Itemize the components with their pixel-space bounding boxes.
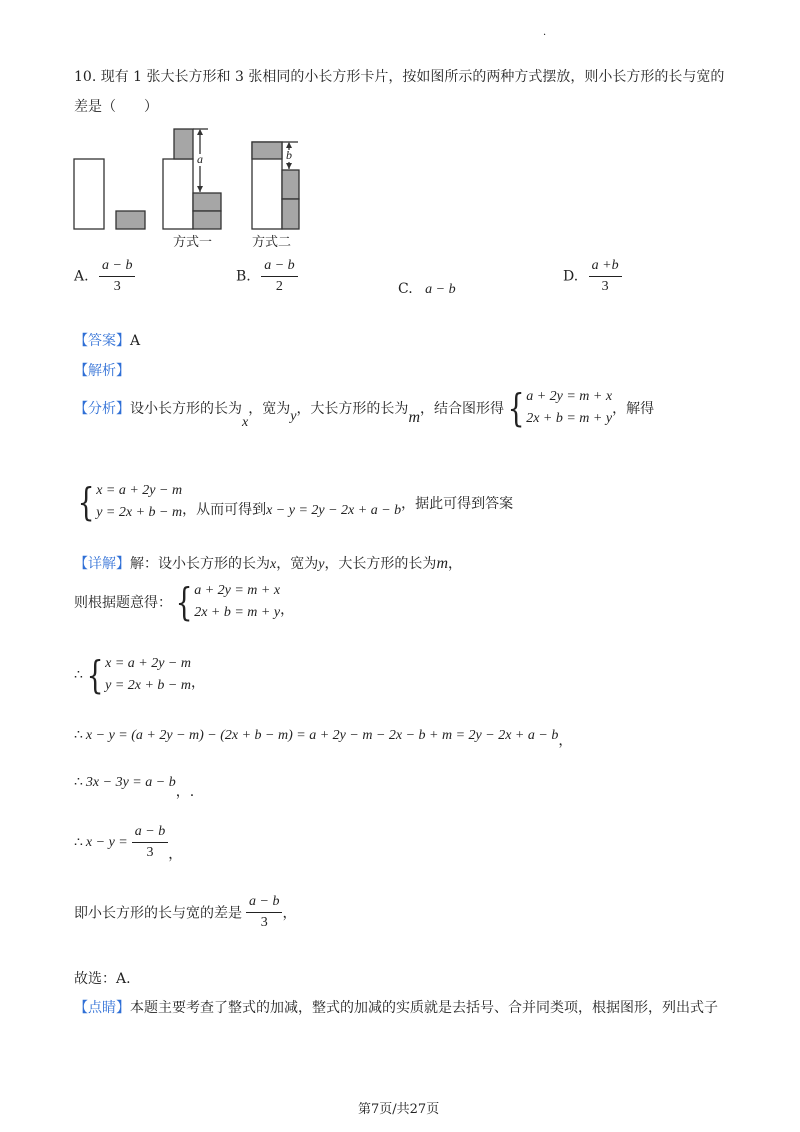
- method1-top-card: [174, 129, 193, 159]
- option-d[interactable]: [563, 258, 622, 295]
- xiangjie-line-3: ∴{ x = a + 2y − m y = 2x + b − m ，: [74, 653, 205, 697]
- conclusion-line: 即小长方形的长与宽的差是 $\frac{a - b}{3}$ ，: [74, 894, 297, 930]
- choose-line: 故选：A.: [74, 971, 131, 987]
- xiangjie-fraction-2: $\frac{a - b}{3}$: [246, 894, 282, 931]
- question-line-2: 差是（ ）: [74, 99, 158, 115]
- page-footer: 第7页/共27页: [358, 1102, 440, 1117]
- dianjing-tag: 【点睛】: [74, 1000, 130, 1016]
- fenxi-system-1: a + 2y = m + x 2x + b = m + y: [526, 389, 613, 426]
- xiangjie-brace-2: {: [86, 653, 104, 697]
- label-b: b: [286, 148, 292, 162]
- fenxi-brace-2: {: [77, 480, 95, 524]
- xiangjie-line-6: ∴ x − y = $\frac{a - b}{3}$ ，: [74, 824, 183, 863]
- option-c[interactable]: [398, 281, 456, 298]
- method1-big-rect: [163, 159, 193, 229]
- label-a: a: [197, 152, 203, 166]
- dianjing-line: 【点睛】本题主要考查了整式的加减，整式的加减的实质就是去括号、合并同类项，根据图形，列出式子: [74, 1000, 718, 1016]
- option-a[interactable]: [74, 258, 135, 295]
- option-d-fraction: $\frac{a +b}{3}$: [589, 258, 622, 295]
- method1-card-3: [193, 211, 221, 229]
- caption-method-2: 方式二: [252, 235, 292, 250]
- answer-tag: 【答案】: [74, 333, 130, 349]
- option-a-letter: A.: [74, 268, 89, 285]
- xiangjie-fraction-1: $\frac{a - b}{3}$: [132, 824, 168, 861]
- xiangjie-system-2: x = a + 2y − m y = 2x + b − m: [105, 656, 191, 693]
- big-rect-standalone: [74, 159, 104, 229]
- fenxi-system-2: x = a + 2y − m y = 2x + b − m: [96, 483, 183, 520]
- xiangjie-line-1: 【详解】解：设小长方形的长为x，宽为y，大长方形的长为m，: [74, 555, 462, 572]
- method2-card-2: [282, 170, 299, 199]
- answer-value: A: [130, 333, 141, 349]
- option-c-expr: a − b: [425, 282, 456, 297]
- question-line-1: 10. 现有 1 张大长方形和 3 张相同的小长方形卡片，按如图所示的两种方式摆放，则小长方形的长与宽的: [74, 69, 725, 85]
- xiangjie-system-1: a + 2y = m + x 2x + b = m + y: [194, 583, 281, 620]
- option-b-letter: B.: [236, 268, 251, 285]
- xiangjie-line-2: 则根据题意得：{ a + 2y = m + x 2x + b = m + y ，: [74, 580, 295, 624]
- method1-card-2: [193, 193, 221, 211]
- xiangjie-line-4: ∴ x − y = (a + 2y − m) − (2x + b − m) = a + 2y − m − 2x − b + m = 2y − 2x + a − b，: [74, 727, 573, 749]
- option-a-fraction: $\frac{a - b}{3}$: [99, 258, 135, 295]
- fenxi-line-1: 【分析】设小长方形的长为x，宽为y，大长方形的长为m，结合图形得{ a + 2y = m + x 2x + b = m + y ，解得: [74, 386, 655, 430]
- answer-line: [74, 330, 140, 350]
- xiangjie-line-5: ∴ 3x − 3y = a − b，.: [74, 774, 195, 800]
- option-b-fraction: $\frac{a - b}{2}$: [261, 258, 297, 295]
- option-c-letter: C.: [398, 281, 413, 297]
- fenxi-line-2: { x = a + 2y − m y = 2x + b − m ，从而可得到x − y = 2y − 2x + a − b，据此可得到答案: [77, 480, 514, 524]
- top-dot: ·: [543, 30, 547, 41]
- analysis-tag: 【解析】: [74, 363, 130, 379]
- method2-card-3: [282, 199, 299, 229]
- small-rect-standalone: [116, 211, 145, 229]
- option-b[interactable]: [236, 258, 298, 295]
- caption-method-1: 方式一: [173, 235, 213, 250]
- fenxi-tag: 【分析】: [74, 401, 130, 417]
- xiangjie-tag: 【详解】: [74, 556, 130, 572]
- xiangjie-brace-1: {: [175, 580, 193, 624]
- fenxi-brace-1: {: [507, 386, 525, 430]
- method2-top-card: [252, 142, 282, 159]
- option-d-letter: D.: [563, 268, 579, 285]
